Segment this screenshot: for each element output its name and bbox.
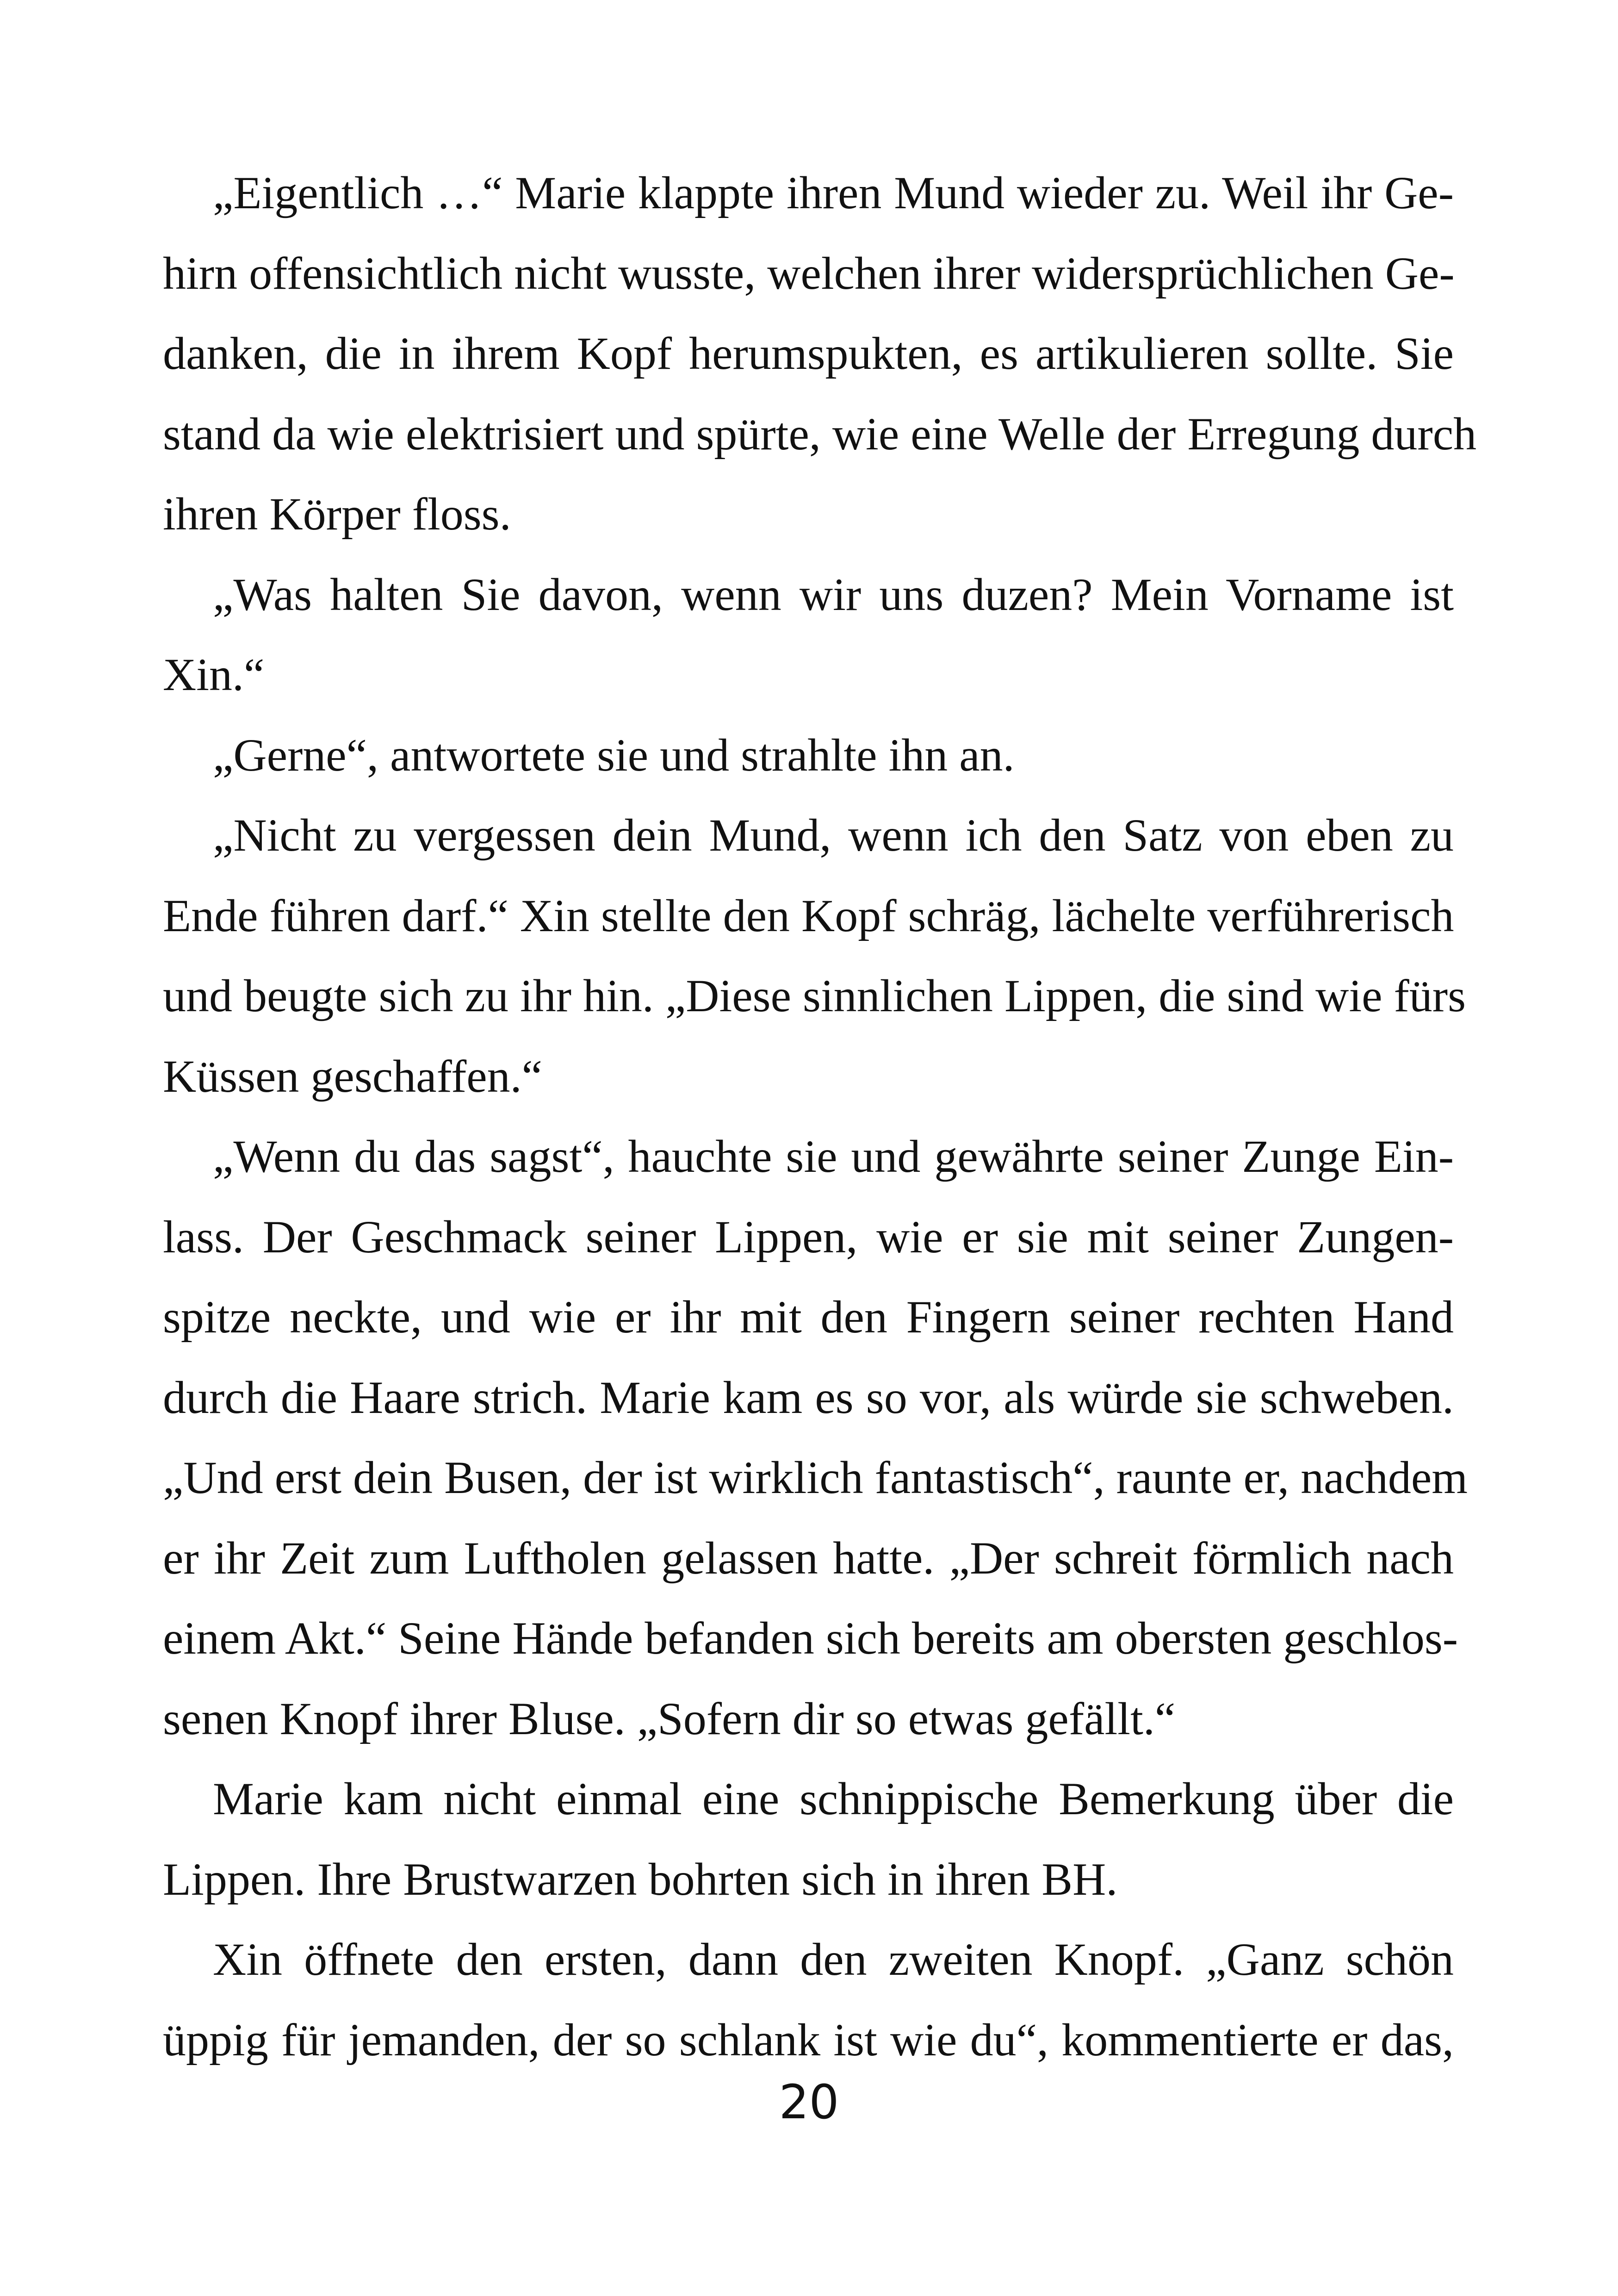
text-line: ihren Körper floss. — [163, 488, 511, 540]
body-text — [163, 153, 1477, 2080]
text-line: Ende führen darf.“ Xin stellte den Kopf schräg, lächelte verführerisch — [163, 890, 1454, 941]
text-line: „Wenn du das sagst“, hauchte sie und gewährte seiner Zunge Ein- — [213, 1131, 1454, 1182]
paragraph — [163, 795, 1466, 1116]
paragraph — [163, 1919, 1454, 2080]
text-line: lass. Der Geschmack seiner Lippen, wie er sie mit seiner Zungen- — [163, 1211, 1454, 1263]
text-line: durch die Haare strich. Marie kam es so vor, als würde sie schweben. — [163, 1371, 1454, 1423]
text-line: Lippen. Ihre Brustwarzen bohrten sich in ihren BH. — [163, 1853, 1118, 1905]
text-line: hirn offensichtlich nicht wusste, welchen ihrer widersprüchlichen Ge- — [163, 247, 1455, 299]
paragraph — [163, 715, 1454, 796]
text-line: üppig für jemanden, der so schlank ist wie du“, kommentierte er das, — [163, 2014, 1454, 2066]
text-line: spitze neckte, und wie er ihr mit den Fingern seiner rechten Hand — [163, 1291, 1454, 1343]
paragraph — [163, 1759, 1454, 1919]
text-line: „Eigentlich …“ Marie klappte ihren Mund wieder zu. Weil ihr Ge- — [213, 167, 1454, 218]
text-line: er ihr Zeit zum Luftholen gelassen hatte. „Der schreit förmlich nach — [163, 1532, 1454, 1584]
text-line: „Nicht zu vergessen dein Mund, wenn ich den Satz von eben zu — [213, 809, 1454, 861]
text-line: Xin öffnete den ersten, dann den zweiten Knopf. „Ganz schön — [213, 1934, 1454, 1985]
text-line: stand da wie elektrisiert und spürte, wie eine Welle der Erregung durch — [163, 408, 1477, 460]
paragraph — [163, 554, 1454, 715]
text-line: danken, die in ihrem Kopf herumspukten, es artikulieren sollte. Sie — [163, 328, 1454, 379]
text-line: „Und erst dein Busen, der ist wirklich fantastisch“, raunte er, nachdem — [163, 1452, 1468, 1503]
text-line: einem Akt.“ Seine Hände befanden sich bereits am obersten geschlos- — [163, 1612, 1458, 1664]
text-line: und beugte sich zu ihr hin. „Diese sinnlichen Lippen, die sind wie fürs — [163, 970, 1466, 1021]
page-number: 20 — [779, 2075, 839, 2130]
text-line: „Was halten Sie davon, wenn wir uns duzen? Mein Vorname ist — [213, 568, 1454, 620]
text-line: Küssen geschaffen.“ — [163, 1050, 543, 1102]
text-line: Marie kam nicht einmal eine schnippische Bemerkung über die — [213, 1773, 1454, 1824]
paragraph — [163, 153, 1477, 554]
text-line: senen Knopf ihrer Bluse. „Sofern dir so etwas gefällt.“ — [163, 1692, 1176, 1744]
text-line: „Gerne“, antwortete sie und strahlte ihn an. — [213, 729, 1015, 781]
paragraph — [163, 1116, 1468, 1759]
text-line: Xin.“ — [163, 649, 265, 700]
